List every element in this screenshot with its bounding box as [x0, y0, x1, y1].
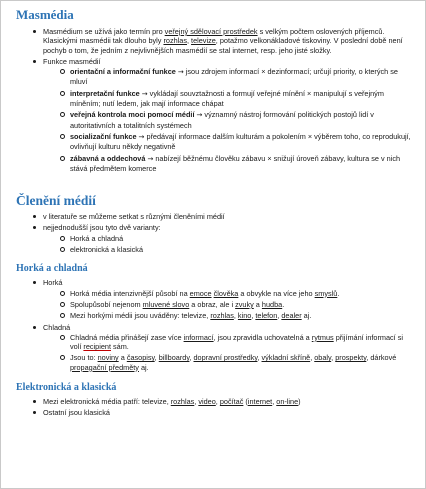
text: .	[337, 288, 340, 298]
link-mluvene-slovo[interactable]: mluvené slovo	[142, 299, 190, 309]
variants-list	[43, 234, 416, 255]
text: ,	[277, 311, 282, 321]
hot-label: Horká	[43, 278, 63, 288]
text: , potažmo velkonákladové tiskoviny. V poslední době není pochyb o tom, že jedním z nejvlivnějších masmédií se stal internet, resp. jeho jisté složky.	[43, 36, 403, 55]
link-zvuk[interactable]: zvuky	[235, 299, 254, 309]
text: přijímání informací si volí	[70, 332, 404, 352]
text: )	[298, 397, 301, 407]
arrow-right-icon: →	[138, 132, 145, 141]
text: aj.	[138, 362, 149, 372]
heading-elektronicka-a-klasicka: Elektronická a klasická	[16, 382, 117, 394]
link-telefon[interactable]: telefon	[255, 311, 278, 321]
link-verejny-prostredek[interactable]: veřejný sdělovací prostředek	[164, 27, 258, 36]
function-title: socializační funkce	[70, 131, 137, 141]
variant-item: Horká a chladná	[43, 234, 416, 243]
hot-item	[43, 311, 416, 320]
list-item-horka	[16, 278, 416, 320]
arrow-right-icon: →	[196, 111, 203, 120]
function-item	[43, 132, 416, 152]
function-title: orientační a informační funkce	[70, 67, 176, 77]
link-rytmus[interactable]: rytmus	[311, 332, 334, 342]
link-recipient[interactable]: recipient	[83, 342, 111, 352]
variant-item: elektronická a klasická	[43, 245, 416, 254]
function-item	[43, 110, 416, 130]
link-dealer[interactable]: dealer	[281, 311, 302, 321]
text: ,	[310, 353, 315, 363]
function-title: zábavná a oddechová	[70, 153, 146, 163]
function-text: nabízejí běžnému člověku zábavu × snižují úroveň zábavy, kultura se v nich stává předmětem komerce	[70, 153, 401, 173]
function-text: vykládají souvztažnosti a formují veřejné mínění × manipulují s veřejným míněním; nutí ledem, jak mají informace chápat	[70, 88, 384, 109]
text: ,	[215, 397, 220, 407]
link-noviny[interactable]: noviny	[97, 353, 119, 363]
link-video[interactable]: video	[198, 397, 216, 407]
list-item-funkce	[16, 57, 416, 173]
link-pocitac[interactable]: počítač	[219, 397, 244, 407]
arrow-right-icon: →	[177, 68, 184, 77]
text: Masmédium se užívá jako termín pro	[43, 27, 165, 36]
cold-item	[43, 353, 416, 372]
link-clovek[interactable]: člověka	[213, 288, 239, 298]
link-prospekt[interactable]: prospekty	[335, 353, 367, 363]
function-text: předávají informace dalším kulturám a pokolením × výběrem toho, co reprodukují, ovlivňují kulturu někdy negativně	[70, 131, 411, 152]
text: ,	[189, 353, 194, 363]
text: a	[118, 353, 127, 363]
horka-chladna-list	[16, 278, 416, 372]
text: Jsou to:	[70, 353, 98, 363]
text: nejjednodušší jsou tyto dvě varianty:	[43, 223, 161, 233]
text: , dárkové	[366, 353, 397, 363]
text: (	[243, 397, 248, 407]
text: .	[282, 299, 285, 309]
heading-masmedia: Masmédia	[16, 7, 74, 22]
link-casopis[interactable]: časopisy	[126, 353, 155, 363]
function-title: veřejná kontrola moci pomocí médií	[70, 110, 195, 120]
link-on-line[interactable]: on-line	[276, 397, 299, 407]
list-item: Ostatní jsou klasická	[16, 408, 416, 417]
hot-item	[43, 300, 416, 309]
arrow-right-icon: →	[147, 154, 154, 163]
text: a obvykle na více jeho	[238, 288, 315, 298]
text: sám.	[110, 342, 129, 352]
hot-item	[43, 289, 416, 298]
cleneni-list	[16, 212, 416, 254]
list-item	[16, 397, 416, 406]
functions-list	[43, 67, 416, 173]
heading-cleneni-medii: Členění médií	[16, 193, 96, 209]
function-item	[43, 89, 416, 109]
text: Chladná média přinášejí zase více	[70, 332, 184, 342]
link-obal[interactable]: obaly	[314, 353, 332, 363]
text: Spolupůsobí nejenom	[70, 299, 143, 309]
text: s velkým počtem oslovených příjemců. Klasickými masmédii tak dlouho byly	[43, 27, 385, 46]
function-title: interpretační funkce	[70, 88, 140, 98]
document-content	[16, 7, 416, 420]
text: ,	[194, 397, 199, 407]
link-rozhlas[interactable]: rozhlas	[210, 311, 234, 321]
link-informace[interactable]: informací	[183, 332, 214, 342]
text: aj.	[301, 311, 312, 321]
link-internet[interactable]: internet	[247, 397, 273, 407]
text: Horká média intenzivnější působí na	[70, 288, 190, 298]
text: a	[253, 299, 262, 309]
link-rozhlas[interactable]: rozhlas	[170, 397, 195, 407]
text: ,	[257, 353, 262, 363]
list-item: v literatuře se můžeme setkat s různými členěními médií	[16, 212, 416, 221]
function-text: jsou zdrojem informací × dezinformací; určují priority, o kterých se mluví	[70, 67, 398, 87]
list-item	[16, 223, 416, 254]
text: ,	[186, 36, 192, 46]
text: , jsou zpravidla uchovatelná a	[213, 332, 312, 342]
function-text: významný nástroj formování politických postojů lidí v autoritativních a totalitních systémech	[70, 110, 374, 130]
link-kino[interactable]: kino	[237, 311, 252, 321]
text: ,	[331, 353, 336, 363]
cold-list	[43, 333, 416, 372]
heading-horka-a-chladna: Horká a chladná	[16, 263, 88, 275]
cold-item	[43, 333, 416, 352]
text: ,	[272, 397, 277, 407]
text: ,	[154, 353, 159, 363]
link-propagacni-predmet[interactable]: propagační předměty	[70, 362, 139, 372]
arrow-right-icon: →	[141, 89, 148, 98]
list-item-intro	[16, 27, 416, 55]
masmedia-list	[16, 27, 416, 173]
link-emoce[interactable]: emoce	[189, 288, 212, 298]
text: Mezi horkými médii jsou uváděny: televize,	[70, 311, 211, 321]
text: a obraz, ale i	[189, 299, 236, 309]
link-smysly[interactable]: smyslů	[314, 288, 338, 298]
link-vykladni-skrin[interactable]: výkladní skříně	[261, 353, 311, 363]
hot-list	[43, 289, 416, 321]
link-rozhlas[interactable]: rozhlas	[163, 36, 187, 46]
text: ,	[251, 311, 256, 321]
text: Mezi elektronická média patří: televize,	[43, 397, 171, 407]
link-billboard[interactable]: billboardy	[158, 353, 190, 363]
function-item	[43, 67, 416, 87]
function-item	[43, 154, 416, 174]
elektronicka-list	[16, 397, 416, 418]
cold-label: Chladná	[43, 322, 71, 332]
link-hudba[interactable]: hudba	[261, 299, 283, 309]
link-televize[interactable]: televize	[191, 36, 216, 46]
text: ,	[233, 311, 238, 321]
functions-label: Funkce masmédií	[43, 56, 101, 66]
link-dopravni-prostredek[interactable]: dopravní prostředky	[193, 353, 258, 363]
list-item-chladna	[16, 323, 416, 372]
